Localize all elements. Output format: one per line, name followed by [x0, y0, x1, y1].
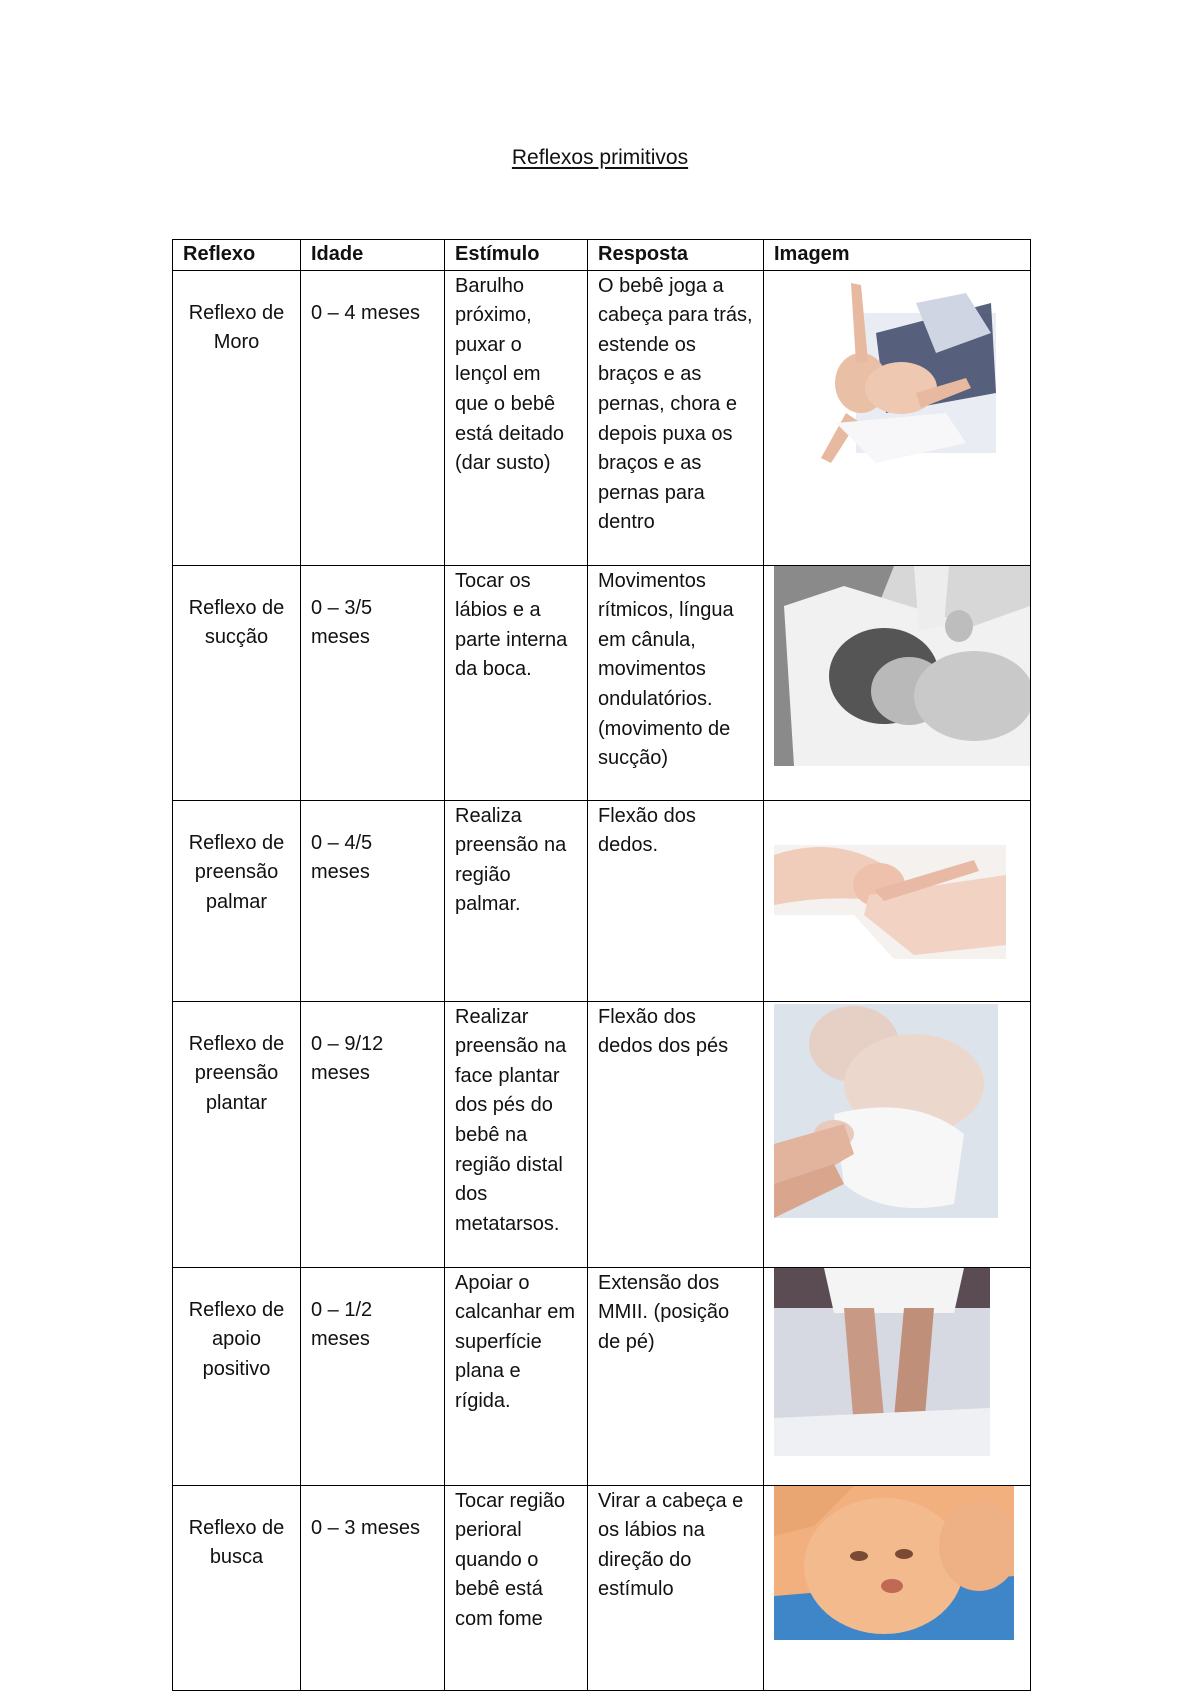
cell-age: 0 – 1/2 meses [301, 1267, 445, 1485]
cell-age: 0 – 3/5 meses [301, 565, 445, 800]
cell-age: 0 – 9/12 meses [301, 1001, 445, 1267]
cell-stimulus: Realizar preensão na face plantar dos pés do bebê na região distal dos metatarsos. [445, 1001, 588, 1267]
cell-reflex: Reflexo de preensão plantar [173, 1001, 301, 1267]
header-reflex: Reflexo [173, 240, 301, 271]
table-row [173, 1485, 1031, 1690]
table-row [173, 1001, 1031, 1267]
cell-reflex: Reflexo de apoio positivo [173, 1267, 301, 1485]
cell-stimulus: Barulho próximo, puxar o lençol em que o bebê está deitado (dar susto) [445, 270, 588, 565]
baby-rooting-reflex-photo [774, 1486, 1014, 1640]
cell-reflex: Reflexo de sucção [173, 565, 301, 800]
cell-reflex: Reflexo de Moro [173, 270, 301, 565]
baby-palmar-grasp-photo [774, 805, 1006, 959]
reflex-table [172, 239, 1031, 1691]
cell-response: Virar a cabeça e os lábios na direção do estímulo [588, 1485, 764, 1690]
cell-age: 0 – 3 meses [301, 1485, 445, 1690]
cell-age: 0 – 4/5 meses [301, 800, 445, 1001]
cell-stimulus: Tocar região perioral quando o bebê está com fome [445, 1485, 588, 1690]
table-row [173, 800, 1031, 1001]
cell-response: Flexão dos dedos dos pés [588, 1001, 764, 1267]
table-row [173, 565, 1031, 800]
table-row [173, 270, 1031, 565]
cell-image [764, 1001, 1031, 1267]
cell-image [764, 1267, 1031, 1485]
cell-image [764, 1485, 1031, 1690]
cell-response: Extensão dos MMII. (posição de pé) [588, 1267, 764, 1485]
cell-reflex: Reflexo de busca [173, 1485, 301, 1690]
page-title: Reflexos primitivos [511, 146, 689, 169]
cell-stimulus: Tocar os lábios e a parte interna da boca. [445, 565, 588, 800]
cell-age: 0 – 4 meses [301, 270, 445, 565]
header-response: Resposta [588, 240, 764, 271]
header-image: Imagem [764, 240, 1031, 271]
cell-image [764, 800, 1031, 1001]
baby-sucking-reflex-photo [774, 566, 1030, 766]
cell-reflex: Reflexo de preensão palmar [173, 800, 301, 1001]
header-stimulus: Estímulo [445, 240, 588, 271]
cell-response: O bebê joga a cabeça para trás, estende os braços e as pernas, chora e depois puxa os braços e as pernas para dentro [588, 270, 764, 565]
table-row [173, 1267, 1031, 1485]
cell-response: Flexão dos dedos. [588, 800, 764, 1001]
cell-response: Movimentos rítmicos, língua em cânula, movimentos ondulatórios. (movimento de sucção) [588, 565, 764, 800]
cell-stimulus: Apoiar o calcanhar em superfície plana e rígida. [445, 1267, 588, 1485]
cell-stimulus: Realiza preensão na região palmar. [445, 800, 588, 1001]
baby-positive-support-photo [774, 1268, 990, 1456]
cell-image [764, 270, 1031, 565]
baby-moro-reflex-photo [816, 273, 996, 473]
table-header-row [173, 240, 1031, 271]
cell-image [764, 565, 1031, 800]
header-age: Idade [301, 240, 445, 271]
baby-plantar-grasp-photo [774, 1004, 998, 1218]
